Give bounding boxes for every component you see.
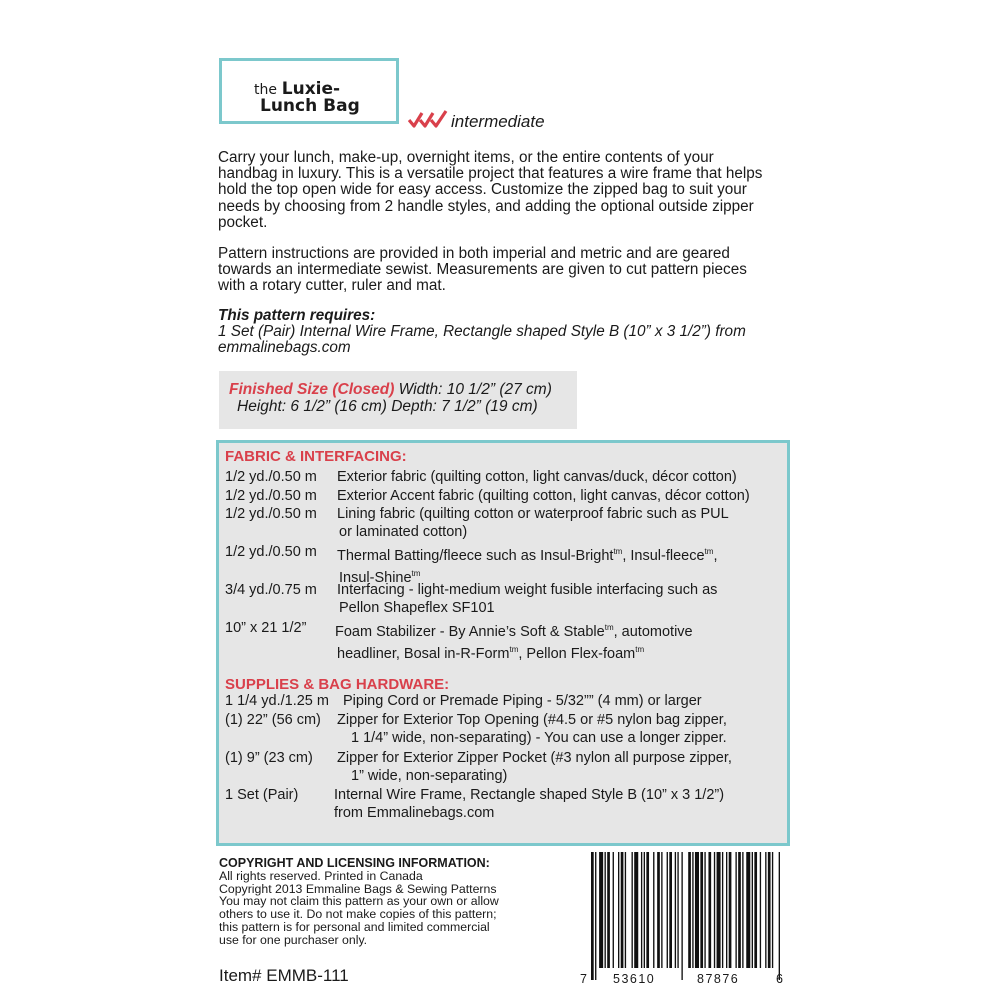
trademark-mark: tm: [613, 547, 623, 556]
barcode-bar: [632, 852, 633, 968]
barcode-bar: [661, 852, 662, 968]
barcode-bar: [746, 852, 750, 968]
trademark-mark: tm: [411, 568, 421, 578]
fabric-desc: [337, 581, 717, 617]
item-number: Item# EMMB-111: [219, 966, 349, 985]
fabric-qty: 1/2 yd./0.50 m: [225, 469, 317, 485]
barcode-bar: [722, 852, 723, 968]
copyright-line: All rights reserved. Printed in Canada: [219, 868, 423, 883]
copyright-line: this pattern is for personal and limited commercial: [219, 919, 490, 934]
instructions-line: towards an intermediate sewist. Measurements are given to cut pattern pieces: [218, 261, 747, 279]
barcode-group-right: 87876: [697, 972, 740, 986]
fabric-desc-text: Insul-Shine: [339, 569, 412, 586]
barcode-bar: [768, 852, 771, 968]
fabric-desc-text: headliner, Bosal in-R-Form: [337, 645, 510, 662]
trademark-mark: tm: [604, 623, 614, 632]
fabric-desc-line: Pellon Shapeflex SF101: [339, 600, 495, 616]
fabric-desc-text: , Insul-fleece: [622, 547, 705, 564]
fabric-desc-text: Foam Stabilizer - By Annie’s Soft & Stable: [335, 623, 605, 640]
fabric-qty: 1/2 yd./0.50 m: [225, 544, 317, 560]
barcode-bar: [621, 852, 624, 968]
supply-qty: (1) 9” (23 cm): [225, 750, 313, 766]
supply-desc-line: 1 1/4” wide, non-separating) - You can use a longer zipper.: [351, 730, 727, 746]
fabric-desc-line: [335, 619, 693, 641]
fabric-qty: 1/2 yd./0.50 m: [225, 506, 317, 522]
fabric-desc-line: [337, 543, 717, 565]
fabric-desc-line: or laminated cotton): [339, 524, 468, 540]
instructions-line: Pattern instructions are provided in both imperial and metric and are geared: [218, 245, 730, 262]
requirements-line: 1 Set (Pair) Internal Wire Frame, Rectangle shaped Style B (10” x 3 1/2”) from: [218, 323, 746, 340]
barcode-bar: [605, 852, 606, 968]
barcode-bar: [599, 852, 603, 968]
fabric-desc-text: Thermal Batting/fleece such as Insul-Bright: [337, 547, 614, 564]
copyright-block: [219, 857, 549, 947]
fabric-desc-line: Lining fabric (quilting cotton or waterproof fabric such as PUL: [337, 506, 729, 522]
copyright-line: others to use it. Do not make copies of this pattern;: [219, 907, 497, 922]
barcode-bar: [591, 852, 594, 980]
barcode-bar: [765, 852, 766, 968]
title-word-2: Lunch Bag: [260, 96, 360, 116]
requirements-line: emmalinebags.com: [218, 339, 351, 356]
barcode-bar: [779, 852, 780, 980]
supply-desc: [337, 749, 732, 785]
barcode-bar: [646, 852, 649, 968]
fabric-desc-line: Exterior fabric (quilting cotton, light canvas/duck, décor cotton): [337, 469, 737, 485]
barcode-bar: [681, 852, 682, 980]
fabric-desc-line: Exterior Accent fabric (quilting cotton, light canvas, décor cotton): [337, 488, 750, 504]
finished-size-label: Finished Size (Closed): [229, 381, 395, 398]
barcode-bar: [714, 852, 715, 968]
fabric-desc-text: ,: [713, 547, 718, 564]
supply-desc: [337, 711, 727, 747]
barcode-bar: [772, 852, 773, 968]
supply-qty: 1 1/4 yd./1.25 m: [225, 693, 329, 709]
supply-desc-line: Piping Cord or Premade Piping - 5/32”” (4 mm) or larger: [343, 693, 702, 709]
barcode-bar: [704, 852, 705, 968]
barcode-bar: [695, 852, 699, 968]
title-prefix: the: [254, 82, 277, 98]
supply-desc-line: Zipper for Exterior Top Opening (#4.5 or #5 nylon bag zipper,: [337, 712, 727, 728]
fabric-qty: 3/4 yd./0.75 m: [225, 582, 317, 598]
barcode-bar: [692, 852, 693, 968]
fabric-desc-text: , automotive: [613, 623, 693, 640]
barcode-bar: [595, 852, 596, 980]
three-check-marks-icon: [408, 108, 448, 130]
barcode-group-left: 53610: [613, 972, 656, 986]
fabric-desc: [337, 468, 737, 486]
barcode-bar: [618, 852, 619, 968]
barcode-bar: [688, 852, 691, 968]
finished-size-box: [219, 371, 577, 429]
barcode-bar: [742, 852, 743, 968]
title-word-1: Luxie-: [281, 79, 341, 99]
fabric-desc: [335, 619, 693, 663]
barcode-bar: [667, 852, 668, 968]
trademark-mark: tm: [509, 644, 519, 654]
supply-desc-line: from Emmalinebags.com: [334, 805, 495, 821]
barcode-bars: [591, 852, 781, 980]
supply-desc: [343, 692, 702, 710]
fabric-qty: 10” x 21 1/2”: [225, 620, 307, 636]
barcode-bar: [752, 852, 753, 968]
fabric-desc-line: Interfacing - light-medium weight fusible interfacing such as: [337, 582, 718, 598]
copyright-line: use for one purchaser only.: [219, 932, 368, 947]
intro-paragraph: [218, 150, 798, 231]
supply-desc-line: 1” wide, non-separating): [351, 768, 508, 784]
barcode-digit-last: 6: [776, 972, 783, 986]
requirements-heading: This pattern requires:: [218, 307, 376, 324]
fabric-section-title: FABRIC & INTERFACING:: [225, 448, 407, 465]
barcode-bar: [726, 852, 727, 968]
barcode-bar: [641, 852, 642, 968]
supply-qty: (1) 22” (56 cm): [225, 712, 321, 728]
supply-desc: [334, 786, 724, 822]
barcode-bar: [754, 852, 757, 968]
intro-line: needs by choosing from 2 handle styles, and adding the optional outside zipper: [218, 197, 754, 215]
instructions-paragraph: [218, 246, 798, 295]
title-box: [219, 58, 399, 124]
barcode-bar: [634, 852, 638, 968]
barcode-bar: [669, 852, 672, 968]
intro-line: handbag in luxury. This is a versatile project that features a wire frame that helps: [218, 165, 763, 183]
barcode-bar: [708, 852, 711, 968]
finished-size-height-depth: Height: 6 1/2” (16 cm) Depth: 7 1/2” (19 cm): [237, 398, 538, 415]
barcode-bar: [729, 852, 732, 968]
supply-qty: 1 Set (Pair): [225, 787, 299, 803]
finished-size-width: Width: 10 1/2” (27 cm): [394, 381, 552, 398]
copyright-title: COPYRIGHT AND LICENSING INFORMATION:: [219, 856, 490, 870]
barcode-bar: [675, 852, 676, 968]
fabric-desc: [337, 487, 750, 505]
barcode-bar: [625, 852, 626, 968]
trademark-mark: tm: [704, 547, 714, 556]
trademark-mark: tm: [635, 644, 645, 654]
barcode-digit-first: 7: [580, 972, 587, 986]
barcode: [580, 852, 785, 992]
barcode-bar: [657, 852, 660, 968]
supplies-section-title: SUPPLIES & BAG HARDWARE:: [225, 676, 450, 693]
barcode-bar: [735, 852, 736, 968]
fabric-desc-text: , Pellon Flex-foam: [518, 645, 636, 662]
skill-level: intermediate: [451, 112, 545, 131]
finished-size-line-1: [229, 381, 552, 399]
barcode-bar: [644, 852, 645, 968]
barcode-bar: [760, 852, 761, 968]
fabric-desc-line: [335, 641, 693, 663]
materials-box: [216, 440, 790, 846]
barcode-bar: [677, 852, 678, 968]
supply-desc-line: Zipper for Exterior Zipper Pocket (#3 nylon all purpose zipper,: [337, 750, 732, 766]
intro-line: Carry your lunch, make-up, overnight items, or the entire contents of your: [218, 149, 714, 166]
fabric-qty: 1/2 yd./0.50 m: [225, 488, 317, 504]
barcode-bar: [613, 852, 614, 968]
intro-line: pocket.: [218, 213, 268, 231]
barcode-bar: [607, 852, 610, 968]
intro-line: hold the top open wide for easy access. Customize the zipped bag to suit your: [218, 181, 747, 199]
barcode-bar: [717, 852, 721, 968]
barcode-bar: [653, 852, 654, 968]
copyright-line: You may not claim this pattern as your own or allow: [219, 894, 499, 909]
barcode-bar: [700, 852, 703, 968]
fabric-desc: [337, 505, 729, 541]
instructions-line: with a rotary cutter, ruler and mat.: [218, 277, 446, 295]
barcode-bar: [738, 852, 741, 968]
copyright-line: Copyright 2013 Emmaline Bags & Sewing Patterns: [219, 881, 497, 896]
supply-desc-line: Internal Wire Frame, Rectangle shaped Style B (10” x 3 1/2”): [334, 787, 725, 803]
